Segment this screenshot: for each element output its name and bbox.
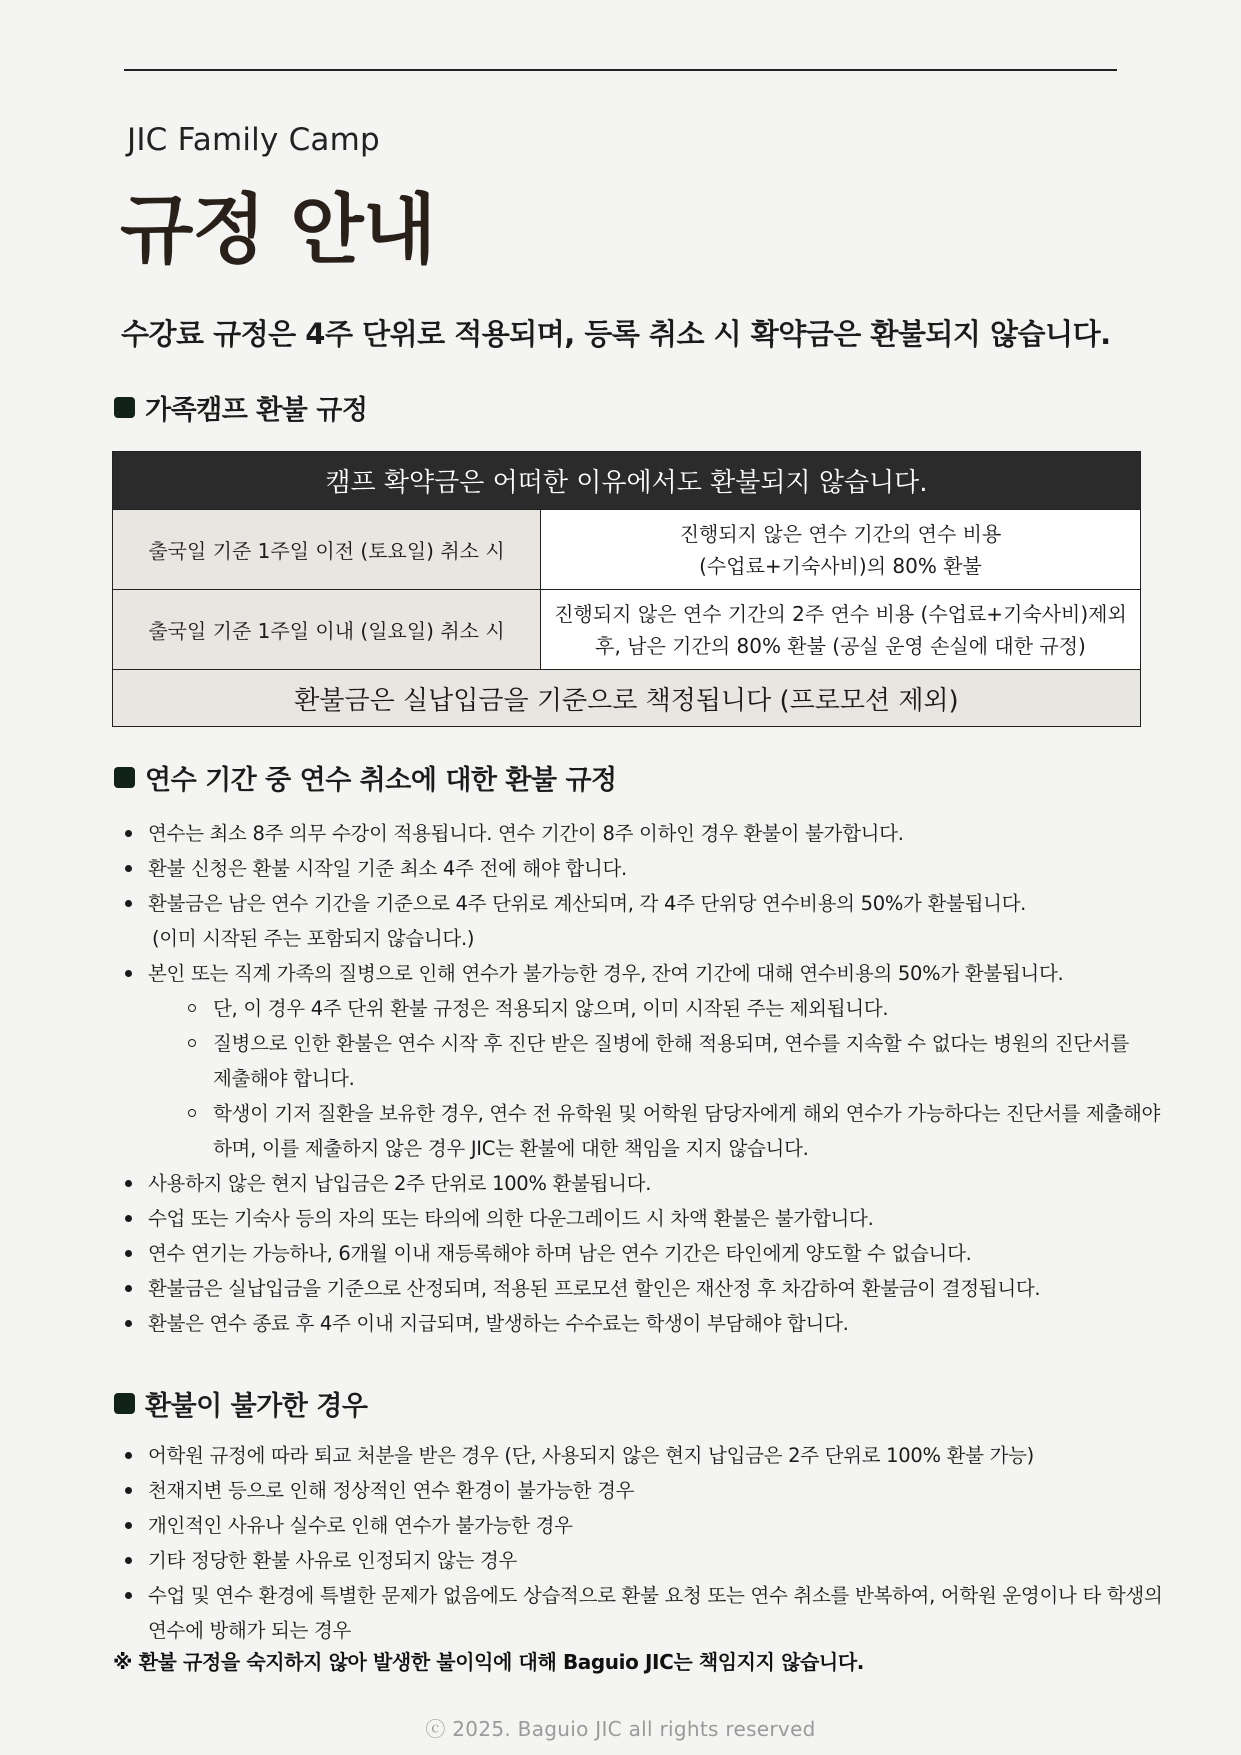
table-row [113,510,1141,590]
table-policy-cell [541,510,1141,590]
list-item: 환불은 연수 종료 후 4주 이내 지급되며, 발생하는 수수료는 학생이 부담해야 합니다. [120,1306,1160,1341]
square-bullet-icon [114,397,135,418]
list-item: 기타 정당한 환불 사유로 인정되지 않는 경우 [120,1543,1163,1578]
refund-table [112,451,1141,727]
list-item: 사용하지 않은 현지 납입금은 2주 단위로 100% 환불됩니다. [120,1166,1160,1201]
section-heading-text: 연수 기간 중 연수 취소에 대한 환불 규정 [145,765,617,796]
non-refundable-list [120,1438,1163,1648]
copyright-footer: ⓒ 2025. Baguio JIC all rights reserved [425,1717,816,1741]
table-policy-cell [541,590,1141,670]
square-bullet-icon [114,1393,135,1414]
table-condition-cell: 출국일 기준 1주일 이내 (일요일) 취소 시 [113,590,541,670]
sub-list-item-text: 질병으로 인한 환불은 연수 시작 후 진단 받은 질병에 한해 적용되며, 연수를 지속할 수 없다는 병원의 진단서를 [213,1032,1129,1055]
list-item: 개인적인 사유나 실수로 인해 연수가 불가능한 경우 [120,1508,1163,1543]
sub-list-item-continuation: 하며, 이를 제출하지 않은 경우 JIC는 환불에 대한 책임을 지지 않습니다. [213,1137,809,1160]
sub-list-item [185,1096,1160,1166]
list-item-continuation: 연수에 방해가 되는 경우 [148,1619,352,1642]
policy-line: (수업료+기숙사비)의 80% 환불 [699,553,982,578]
section-heading-text: 환불이 불가한 경우 [145,1391,368,1422]
list-item: 환불금은 실납입금을 기준으로 산정되며, 적용된 프로모션 할인은 재산정 후 차감하여 환불금이 결정됩니다. [120,1271,1160,1306]
section-heading-non-refundable [114,1384,367,1423]
table-footer: 환불금은 실납입금을 기준으로 책정됩니다 (프로모션 제외) [113,670,1141,727]
sub-list-item [185,1026,1160,1096]
list-item: 연수는 최소 8주 의무 수강이 적용됩니다. 연수 기간이 8주 이하인 경우 환불이 불가합니다. [120,816,1160,851]
list-item-continuation: (이미 시작된 주는 포함되지 않습니다.) [152,927,475,950]
policy-line: 진행되지 않은 연수 기간의 2주 연수 비용 (수업료+기숙사비)제외 [554,601,1127,626]
list-item: 수업 또는 기숙사 등의 자의 또는 타의에 의한 다운그레이드 시 차액 환불은 불가합니다. [120,1201,1160,1236]
table-row [113,590,1141,670]
list-item: 환불 신청은 환불 시작일 기준 최소 4주 전에 해야 합니다. [120,851,1160,886]
sub-list-item: 단, 이 경우 4주 단위 환불 규정은 적용되지 않으며, 이미 시작된 주는 제외됩니다. [185,991,1160,1026]
policy-line: 진행되지 않은 연수 기간의 연수 비용 [679,521,1002,546]
section-heading-during-course [114,758,617,797]
refund-rules-list [120,816,1160,1341]
list-item [120,956,1160,1166]
doc-subtitle: JIC Family Camp [127,122,380,158]
section-heading-text: 가족캠프 환불 규정 [145,395,368,426]
policy-line: 후, 남은 기간의 80% 환불 (공실 운영 손실에 대한 규정) [595,633,1086,658]
sub-list [148,991,1160,1166]
lead-statement: 수강료 규정은 4주 단위로 적용되며, 등록 취소 시 확약금은 환불되지 않습니다. [121,317,1111,351]
doc-title: 규정 안내 [120,185,436,274]
sub-list-item-continuation: 제출해야 합니다. [213,1067,355,1090]
table-header: 캠프 확약금은 어떠한 이유에서도 환불되지 않습니다. [113,452,1141,510]
list-item: 어학원 규정에 따라 퇴교 처분을 받은 경우 (단, 사용되지 않은 현지 납입금은 2주 단위로 100% 환불 가능) [120,1438,1163,1473]
square-bullet-icon [114,767,135,788]
list-item [120,886,1160,956]
list-item-text: 본인 또는 직계 가족의 질병으로 인해 연수가 불가능한 경우, 잔여 기간에 대해 연수비용의 50%가 환불됩니다. [148,962,1064,985]
list-item [120,1578,1163,1648]
list-item: 천재지변 등으로 인해 정상적인 연수 환경이 불가능한 경우 [120,1473,1163,1508]
list-item: 연수 연기는 가능하나, 6개월 이내 재등록해야 하며 남은 연수 기간은 타인에게 양도할 수 없습니다. [120,1236,1160,1271]
top-divider [124,69,1117,71]
disclaimer-notice: ※ 환불 규정을 숙지하지 않아 발생한 불이익에 대해 Baguio JIC는 책임지지 않습니다. [113,1650,864,1674]
section-heading-family-camp [114,388,367,427]
list-item-text: 환불금은 남은 연수 기간을 기준으로 4주 단위로 계산되며, 각 4주 단위당 연수비용의 50%가 환불됩니다. [148,892,1027,915]
list-item-text: 수업 및 연수 환경에 특별한 문제가 없음에도 상습적으로 환불 요청 또는 연수 취소를 반복하여, 어학원 운영이나 타 학생의 [148,1584,1163,1607]
table-condition-cell: 출국일 기준 1주일 이전 (토요일) 취소 시 [113,510,541,590]
sub-list-item-text: 학생이 기저 질환을 보유한 경우, 연수 전 유학원 및 어학원 담당자에게 해외 연수가 가능하다는 진단서를 제출해야 [213,1102,1161,1125]
